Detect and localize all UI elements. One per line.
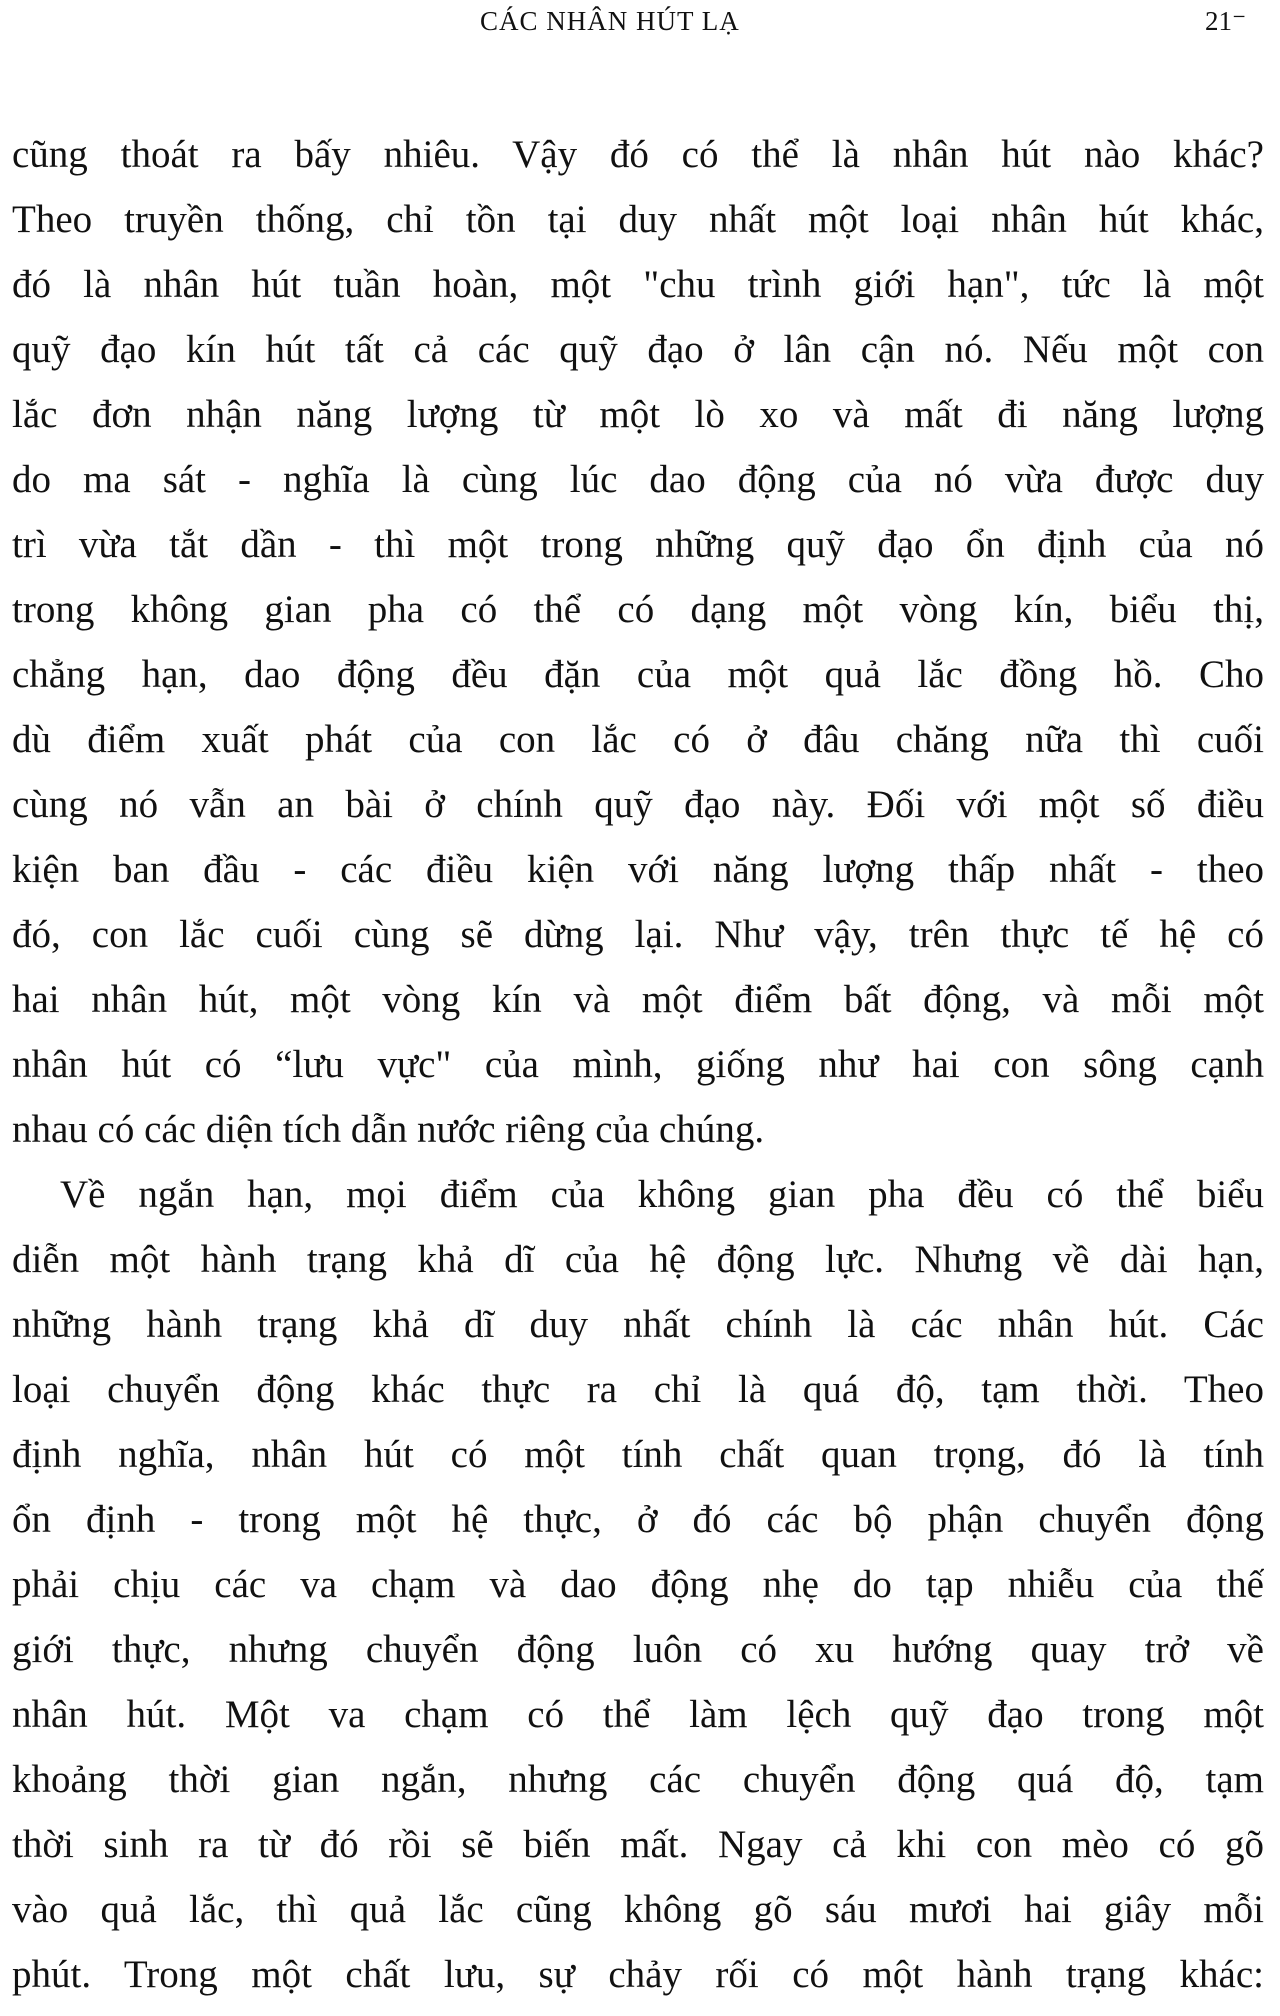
text-line: nhân hút có “lưu vực" của mình, giống như hai con sông cạnh (12, 1043, 1264, 1086)
text-line: chẳng hạn, dao động đều đặn của một quả lắc đồng hồ. Cho (12, 653, 1264, 696)
text-line: trong không gian pha có thể có dạng một vòng kín, biểu thị, (12, 588, 1264, 631)
text-line: khoảng thời gian ngắn, nhưng các chuyển động quá độ, tạm (12, 1758, 1264, 1801)
text-line: ổn định - trong một hệ thực, ở đó các bộ phận chuyển động (12, 1498, 1264, 1541)
text-line: phải chịu các va chạm và dao động nhẹ do tạp nhiễu của thế (12, 1563, 1264, 1606)
text-line: loại chuyển động khác thực ra chỉ là quá độ, tạm thời. Theo (12, 1368, 1264, 1411)
text-line: lắc đơn nhận năng lượng từ một lò xo và mất đi năng lượng (12, 393, 1264, 436)
paragraph-2 (12, 1162, 1264, 2007)
text-line: do ma sát - nghĩa là cùng lúc dao động của nó vừa được duy (12, 458, 1264, 501)
body-text (12, 122, 1264, 2007)
text-line: Về ngắn hạn, mọi điểm của không gian pha đều có thể biểu (60, 1173, 1264, 1216)
text-line: hai nhân hút, một vòng kín và một điểm bất động, và mỗi một (12, 978, 1264, 1021)
text-line: cũng thoát ra bấy nhiêu. Vậy đó có thể là nhân hút nào khác? (12, 133, 1264, 176)
text-line: quỹ đạo kín hút tất cả các quỹ đạo ở lân cận nó. Nếu một con (12, 328, 1264, 371)
text-line: nhân hút. Một va chạm có thể làm lệch quỹ đạo trong một (12, 1693, 1264, 1736)
running-title: CÁC NHÂN HÚT LẠ (480, 6, 740, 36)
text-line: định nghĩa, nhân hút có một tính chất quan trọng, đó là tính (12, 1433, 1264, 1476)
text-line: Theo truyền thống, chỉ tồn tại duy nhất một loại nhân hút khác, (12, 198, 1264, 241)
page-number: 21⁻ (1205, 6, 1247, 36)
text-line: những hành trạng khả dĩ duy nhất chính là các nhân hút. Các (12, 1303, 1264, 1346)
text-line: diễn một hành trạng khả dĩ của hệ động lực. Nhưng về dài hạn, (12, 1238, 1264, 1281)
text-line: đó là nhân hút tuần hoàn, một "chu trình giới hạn", tức là một (12, 263, 1264, 306)
text-line: phút. Trong một chất lưu, sự chảy rối có một hành trạng khác: (12, 1953, 1264, 1996)
text-line: thời sinh ra từ đó rồi sẽ biến mất. Ngay cả khi con mèo có gõ (12, 1823, 1264, 1866)
text-line: dù điểm xuất phát của con lắc có ở đâu chăng nữa thì cuối (12, 718, 1264, 761)
text-line: nhau có các diện tích dẫn nước riêng của chúng. (12, 1108, 765, 1151)
text-line: trì vừa tắt dần - thì một trong những quỹ đạo ổn định của nó (12, 523, 1264, 566)
paragraph-1 (12, 122, 1264, 1162)
text-line: đó, con lắc cuối cùng sẽ dừng lại. Như vậy, trên thực tế hệ có (12, 913, 1264, 956)
running-head (0, 6, 1280, 46)
text-line: cùng nó vẫn an bài ở chính quỹ đạo này. Đối với một số điều (12, 783, 1264, 826)
text-line: giới thực, nhưng chuyển động luôn có xu hướng quay trở về (12, 1628, 1264, 1671)
text-line: vào quả lắc, thì quả lắc cũng không gõ sáu mươi hai giây mỗi (12, 1888, 1264, 1931)
text-line: kiện ban đầu - các điều kiện với năng lượng thấp nhất - theo (12, 848, 1264, 891)
